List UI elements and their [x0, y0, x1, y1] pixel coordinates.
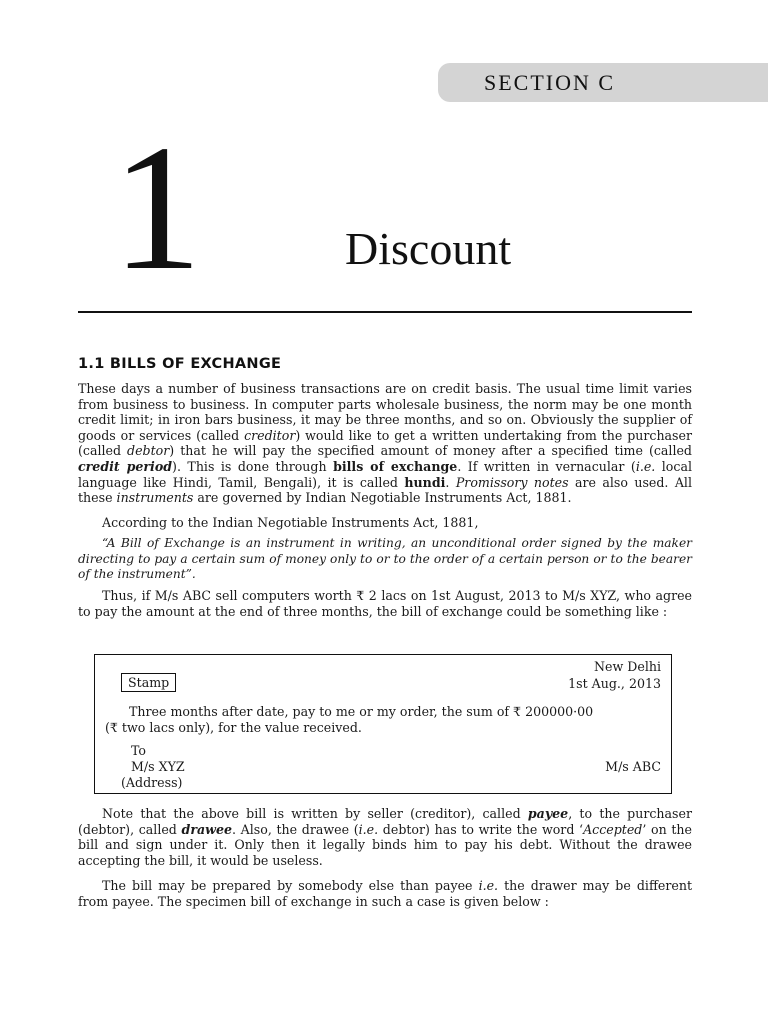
text-run: Note that the above bill is written by seller (creditor), called [102, 806, 528, 821]
term-hundi: hundi [404, 474, 446, 490]
section-heading: 1.1 BILLS OF EXCHANGE [78, 356, 282, 372]
text-run: ) would like to get a written undertaking from the purchaser (called [78, 427, 692, 459]
paragraph-example: Thus, if M/s ABC sell computers worth ₹ 2 lacs on 1st August, 2013 to M/s XYZ, who agree to pay the amount at the end of three months, the bill of exchange could be something like : [78, 588, 692, 619]
section-tab [438, 63, 768, 102]
text-run: local language like Hindi, Tamil, Bengali), it is called [78, 458, 692, 490]
term-payee: payee [527, 806, 569, 821]
bill-place: New Delhi [594, 659, 661, 674]
abbrev-ie: i.e. [358, 821, 379, 837]
definition-quote: “A Bill of Exchange is an instrument in writing, an unconditional order signed by the maker directing to pay a certain sum of money only to or to the order of a certain person or to the bearer of the instrument”. [78, 536, 692, 582]
stamp-box: Stamp [121, 673, 176, 692]
abbrev-ie: i.e. [635, 458, 656, 474]
text-run: . Also, the drawee ( [232, 821, 359, 837]
title-divider [78, 311, 692, 313]
bill-body-line: Three months after date, pay to me or my order, the sum of ₹ 200000·00 [129, 704, 594, 719]
bill-body [105, 704, 663, 735]
bill-address: (Address) [121, 775, 183, 790]
term-promissory-notes: Promissory notes [455, 474, 569, 490]
term-debtor: debtor [127, 443, 170, 459]
text-run: the drawer may be different from payee. The specimen bill of exchange in such a case is given below : [78, 878, 692, 909]
paragraph-act: According to the Indian Negotiable Instruments Act, 1881, [102, 515, 479, 530]
abbrev-ie: i.e. [478, 878, 499, 893]
text-run: are also used. All these [78, 474, 692, 506]
chapter-title: Discount [345, 223, 512, 274]
text-run: These days a number of business transactions are on credit basis. The usual time limit varies from business to business. In computer parts wholesale business, the norm may be one month credit limit; in iron bars business, it may be three months, and so on. Obviously the supplier of goods or services (called [78, 381, 692, 443]
bill-drawer: M/s ABC [605, 759, 661, 774]
text-run: . If written in vernacular ( [457, 458, 636, 474]
bill-of-exchange-specimen [94, 654, 672, 794]
paragraph-note [78, 806, 692, 868]
section-label: SECTION C [484, 69, 616, 95]
text-run: are governed by Indian Negotiable Instruments Act, 1881. [193, 490, 572, 506]
text-run: The bill may be prepared by somebody else than payee [102, 878, 479, 893]
term-bills-of-exchange: bills of exchange [333, 458, 458, 474]
paragraph-drawer [78, 878, 692, 909]
text-run: ). This is done through [172, 458, 334, 474]
text-run: , to the purchaser (debtor), called [78, 806, 692, 837]
term-accepted: Accepted [583, 821, 643, 837]
bill-date: 1st Aug., 2013 [568, 676, 661, 691]
bill-to-label: To [131, 743, 147, 758]
chapter-number: 1 [112, 108, 202, 307]
text-run: . [445, 474, 456, 490]
term-credit-period: credit period [78, 458, 173, 474]
term-instruments: instruments [116, 490, 194, 506]
text-run: ’ on the bill and sign under it. Only then it legally binds him to pay his debt. Without the drawee accepting the bill, it would be useless. [78, 821, 692, 868]
text-run: ) that he will pay the specified amount of money after a specified time (called [169, 443, 692, 459]
paragraph-intro [78, 381, 692, 506]
term-creditor: creditor [244, 427, 296, 443]
text-run: debtor) has to write the word ‘ [378, 821, 584, 837]
term-drawee: drawee [181, 821, 232, 837]
bill-body-line: (₹ two lacs only), for the value received. [105, 719, 362, 735]
bill-drawee: M/s XYZ [131, 759, 185, 774]
